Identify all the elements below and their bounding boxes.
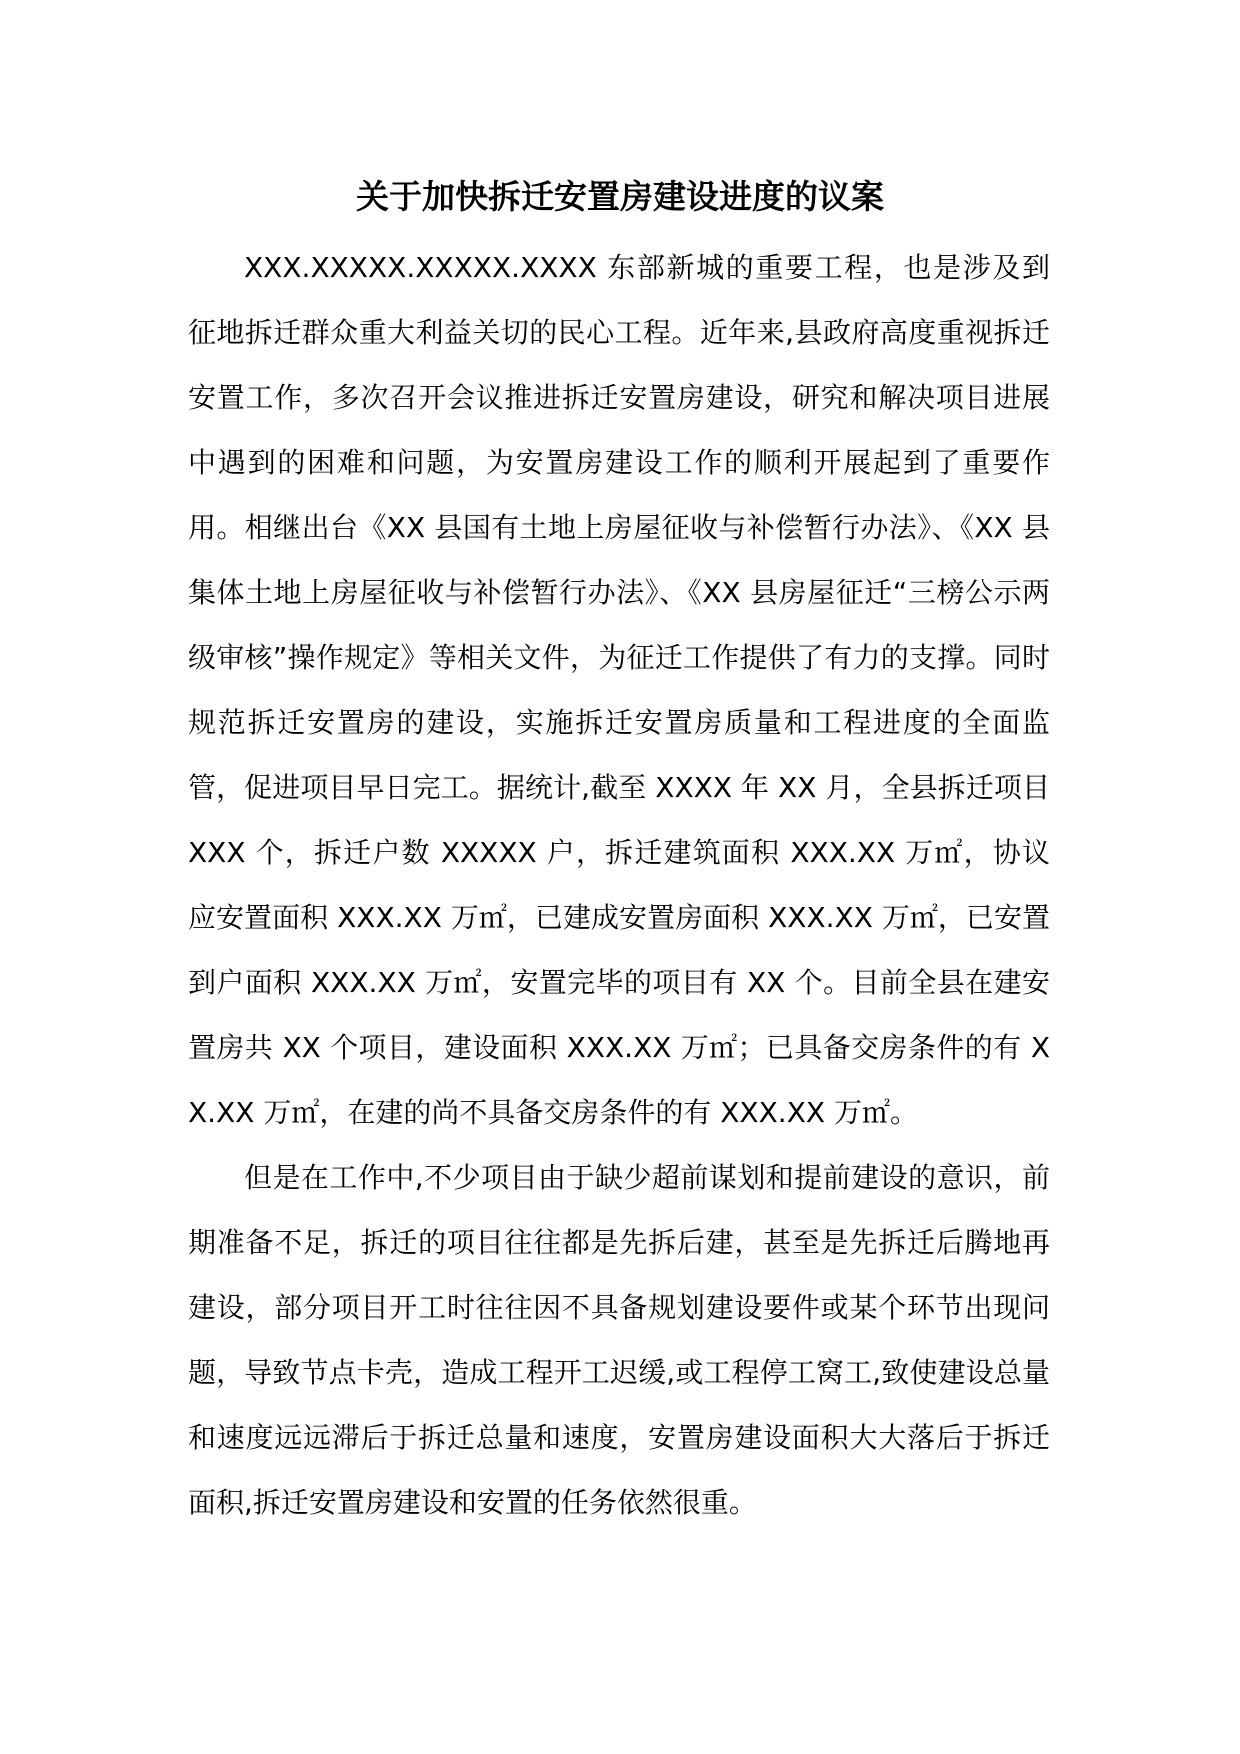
paragraph-1: XXX.XXXXX.XXXXX.XXXX 东部新城的重要工程，也是涉及到征地拆迁群众重大利益关切的民心工程。近年来,县政府高度重视拆迁安置工作，多次召开会议推进拆迁安置房建设，研究和解决项目进展中遇到的困难和问题，为安置房建设工作的顺利开展起到了重要作用。相继出台《XX 县国有土地上房屋征收与补偿暂行办法》、《XX 县集体土地上房屋征收与补偿暂行办法》、《XX 县房屋征迁“三榜公示两级审核”操作规定》等相关文件，为征迁工作提供了有力的支撑。同时规范拆迁安置房的建设，实施拆迁安置房质量和工程进度的全面监管，促进项目早日完工。据统计,截至 XXXX 年 XX 月，全县拆迁项目 XXX 个，拆迁户数 XXXXX 户，拆迁建筑面积 XXX.XX 万㎡，协议应安置面积 XXX.XX 万㎡，已建成安置房面积 XXX.XX 万㎡，已安置到户面积 XXX.XX 万㎡，安置完毕的项目有 XX 个。目前全县在建安置房共 XX 个项目，建设面积 XXX.XX 万㎡；已具备交房条件的有 XX.XX 万㎡，在建的尚不具备交房条件的有 XXX.XX 万㎡。 bbox=[188, 251, 1050, 1129]
paragraph-2: 但是在工作中,不少项目由于缺少超前谋划和提前建设的意识，前期准备不足，拆迁的项目往往都是先拆后建，甚至是先拆迁后腾地再建设，部分项目开工时往往因不具备规划建设要件或某个环节出现问题，导致节点卡壳，造成工程开工迟缓,或工程停工窝工,致使建设总量和速度远远滞后于拆迁总量和速度，安置房建设面积大大落后于拆迁面积,拆迁安置房建设和安置的任务依然很重。 bbox=[188, 1161, 1050, 1519]
document-title: 关于加快拆迁安置房建设进度的议案 bbox=[356, 177, 884, 216]
document-body bbox=[188, 235, 1050, 1535]
